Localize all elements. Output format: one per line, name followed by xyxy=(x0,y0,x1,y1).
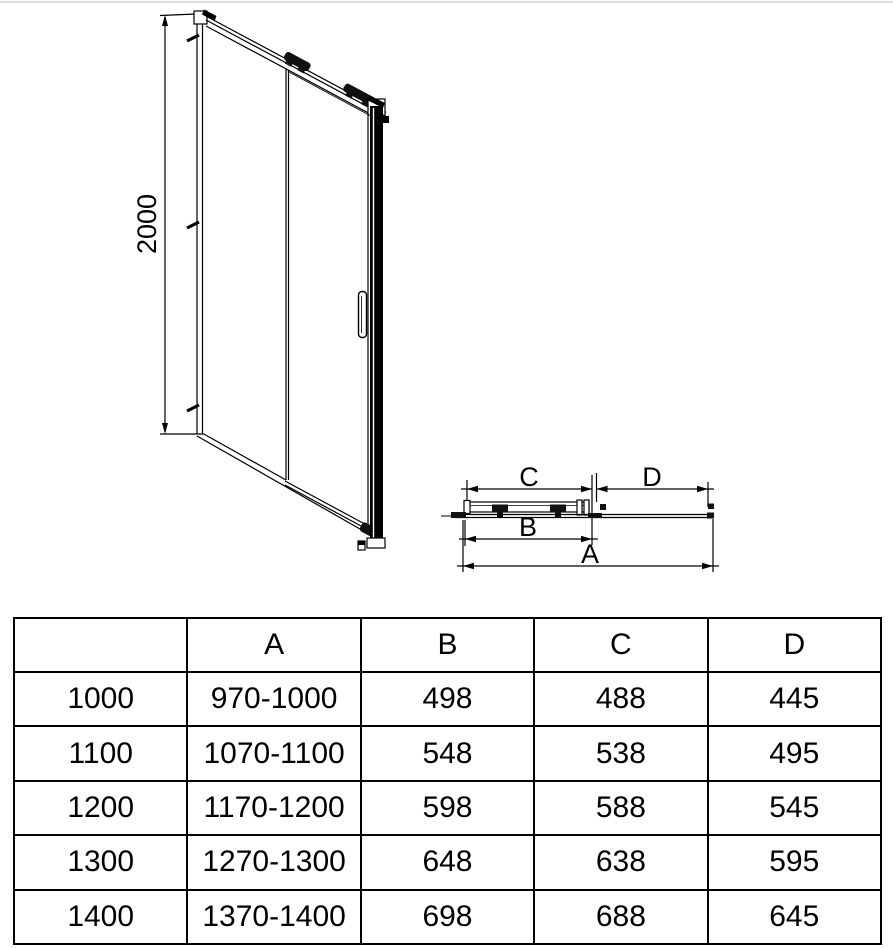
table-header-size xyxy=(14,618,187,672)
table-cell-b: 698 xyxy=(361,890,534,944)
elevation-height-dimension-label: 2000 xyxy=(132,193,163,255)
table-cell-b: 498 xyxy=(361,672,534,726)
plan-dim-c-label: C xyxy=(519,462,539,492)
table-cell-a: 1070-1100 xyxy=(187,726,360,780)
table-cell-d: 595 xyxy=(708,835,881,889)
plan-roller-icon xyxy=(492,505,508,518)
table-cell-a: 1170-1200 xyxy=(187,781,360,835)
glass-panels xyxy=(197,69,374,537)
plan-dim-a-label: A xyxy=(580,539,600,569)
plan-roller-icon xyxy=(550,505,566,518)
table-cell-d: 445 xyxy=(708,672,881,726)
dimension-arrow-left-icon xyxy=(597,486,608,492)
table-cell-size: 1300 xyxy=(14,835,187,889)
table-cell-d: 645 xyxy=(708,890,881,944)
plan-dim-d-label: D xyxy=(642,462,662,492)
table-cell-c: 638 xyxy=(534,835,707,889)
table-cell-b: 598 xyxy=(361,781,534,835)
table-row xyxy=(14,835,881,889)
table-cell-size: 1400 xyxy=(14,890,187,944)
table-cell-a: 970-1000 xyxy=(187,672,360,726)
table-cell-b: 548 xyxy=(361,726,534,780)
dimension-arrow-right-icon xyxy=(581,486,592,492)
door-handle xyxy=(359,292,367,338)
dimension-arrow-up-icon xyxy=(162,15,168,26)
elevation-view xyxy=(132,10,389,551)
dimension-arrow-left-icon xyxy=(465,536,476,542)
table-cell-c: 688 xyxy=(534,890,707,944)
table-header-d: D xyxy=(708,618,881,672)
top-rail xyxy=(206,16,389,123)
plan-wall-bracket-icon xyxy=(708,504,714,510)
dimension-arrow-left-icon xyxy=(467,486,478,492)
table-header-b: B xyxy=(361,618,534,672)
table-cell-d: 495 xyxy=(708,726,881,780)
plan-dim-b-label: B xyxy=(518,512,538,542)
wall-profile xyxy=(187,10,217,435)
dimensions-table xyxy=(13,617,882,945)
table-row xyxy=(14,726,881,780)
table-header-row xyxy=(14,618,881,672)
table-cell-a: 1370-1400 xyxy=(187,890,360,944)
table-cell-c: 538 xyxy=(534,726,707,780)
table-cell-b: 648 xyxy=(361,835,534,889)
plan-dimension-d xyxy=(597,462,715,507)
plan-guide-block-icon xyxy=(584,500,589,515)
table-row xyxy=(14,781,881,835)
dimension-arrow-right-icon xyxy=(702,563,713,569)
table-cell-a: 1270-1300 xyxy=(187,835,360,889)
plan-guide-block-icon xyxy=(577,500,582,515)
dimension-arrow-left-icon xyxy=(463,563,474,569)
plan-dimension-a xyxy=(457,519,719,572)
table-cell-size: 1100 xyxy=(14,726,187,780)
table-cell-d: 545 xyxy=(708,781,881,835)
table-row xyxy=(14,672,881,726)
table-cell-c: 588 xyxy=(534,781,707,835)
table-cell-c: 488 xyxy=(534,672,707,726)
plan-view xyxy=(441,462,719,572)
dimension-arrow-down-icon xyxy=(162,423,168,434)
bottom-rail xyxy=(285,481,379,539)
table-header-c: C xyxy=(534,618,707,672)
table-cell-size: 1200 xyxy=(14,781,187,835)
dimension-arrow-right-icon xyxy=(697,486,708,492)
table-header-a: A xyxy=(187,618,360,672)
table-cell-size: 1000 xyxy=(14,672,187,726)
table-row xyxy=(14,890,881,944)
